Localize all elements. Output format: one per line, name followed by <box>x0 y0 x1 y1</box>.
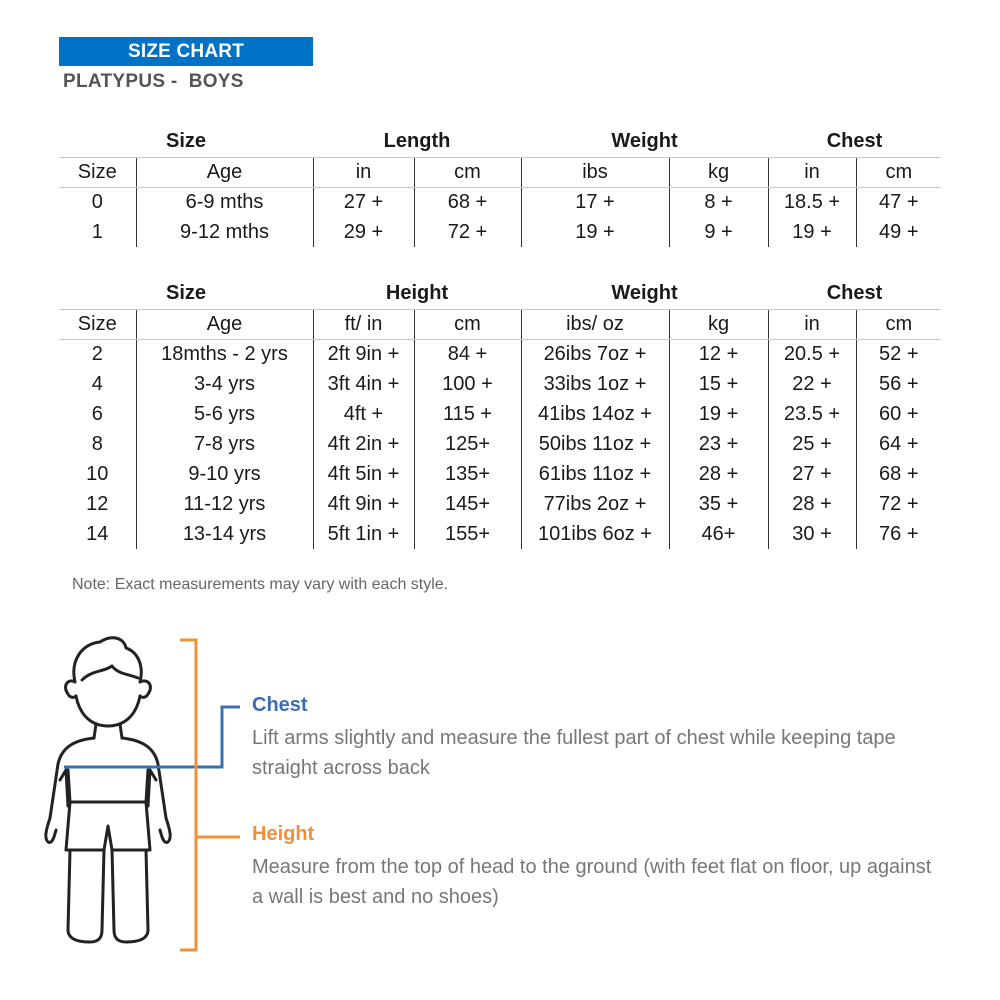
table-cell: 3-4 yrs <box>136 369 313 399</box>
column-header: cm <box>856 309 941 339</box>
table-cell: 6-9 mths <box>136 187 313 217</box>
table-cell: 11-12 yrs <box>136 489 313 519</box>
group-header-chest: Chest <box>826 130 883 153</box>
table-cell: 35 + <box>669 489 768 519</box>
table-cell: 1 <box>91 220 103 243</box>
column-header: Size <box>59 309 136 339</box>
table-cell: 41ibs 14oz + <box>521 399 669 429</box>
table-row <box>59 519 941 549</box>
table-cell: 20.5 + <box>768 339 856 369</box>
column-header: Age <box>136 157 313 187</box>
table-cell: 56 + <box>856 369 941 399</box>
table-cell: 26ibs 7oz + <box>521 339 669 369</box>
column-header: Age <box>136 309 313 339</box>
product-subtitle: PLATYPUS - BOYS <box>63 71 244 92</box>
height-bracket <box>180 640 196 950</box>
table-cell: 23.5 + <box>768 399 856 429</box>
table-row <box>59 429 941 459</box>
height-legend-title: Height <box>252 823 315 845</box>
table-row <box>59 339 941 369</box>
table-cell: 46+ <box>669 519 768 549</box>
table-cell: 49 + <box>856 217 941 247</box>
infant-size-table <box>59 127 941 247</box>
table-cell: 23 + <box>669 429 768 459</box>
table-cell: 2ft 9in + <box>313 339 414 369</box>
table-cell: 33ibs 1oz + <box>521 369 669 399</box>
table-cell: 15 + <box>669 369 768 399</box>
table-cell: 30 + <box>768 519 856 549</box>
table-cell: 17 + <box>521 187 669 217</box>
table-cell: 6 <box>91 402 103 425</box>
group-header-height: Height <box>385 282 449 305</box>
column-header: ibs <box>521 157 669 187</box>
size-chart-title: SIZE CHART <box>59 37 313 66</box>
measurement-note: Note: Exact measurements may vary with each style. <box>72 576 449 593</box>
table-cell: 72 + <box>856 489 941 519</box>
table-cell: 47 + <box>856 187 941 217</box>
table-cell: 100 + <box>414 369 521 399</box>
chest-legend-text: Lift arms slightly and measure the fullest part of chest while keeping tape straight across back <box>252 727 896 779</box>
table-cell: 64 + <box>856 429 941 459</box>
group-header-weight: Weight <box>611 282 678 305</box>
group-header-length: Length <box>383 130 451 153</box>
table-cell: 3ft 4in + <box>313 369 414 399</box>
table-cell: 27 + <box>768 459 856 489</box>
table-cell: 12 <box>86 492 109 515</box>
column-header: Size <box>59 157 136 187</box>
table-cell: 4ft 2in + <box>313 429 414 459</box>
table-cell: 115 + <box>414 399 521 429</box>
table-cell: 4ft 5in + <box>313 459 414 489</box>
column-header: cm <box>856 157 941 187</box>
table-cell: 145+ <box>414 489 521 519</box>
table-cell: 9-10 yrs <box>136 459 313 489</box>
table-cell: 28 + <box>669 459 768 489</box>
group-header-size: Size <box>165 282 207 305</box>
table-cell: 155+ <box>414 519 521 549</box>
table-cell: 9-12 mths <box>136 217 313 247</box>
height-legend-text: Measure from the top of head to the ground (with feet flat on floor, up against a wall is best and no shoes) <box>252 856 932 908</box>
table-cell: 29 + <box>313 217 414 247</box>
table-row <box>59 399 941 429</box>
table-cell: 2 <box>91 342 103 365</box>
table-cell: 4 <box>91 372 103 395</box>
column-header: in <box>768 309 856 339</box>
table-cell: 8 <box>91 432 103 455</box>
column-header-row <box>59 309 941 339</box>
column-header: cm <box>414 309 521 339</box>
child-figure-illustration <box>20 630 220 960</box>
table-cell: 72 + <box>414 217 521 247</box>
table-cell: 27 + <box>313 187 414 217</box>
table-cell: 5-6 yrs <box>136 399 313 429</box>
group-header-row <box>59 127 941 157</box>
table-cell: 52 + <box>856 339 941 369</box>
table-cell: 9 + <box>669 217 768 247</box>
table-row <box>59 489 941 519</box>
kids-size-table <box>59 279 941 549</box>
table-cell: 25 + <box>768 429 856 459</box>
table-cell: 84 + <box>414 339 521 369</box>
group-header-chest: Chest <box>826 282 883 305</box>
column-header-row <box>59 157 941 187</box>
table-cell: 18.5 + <box>768 187 856 217</box>
table-row <box>59 217 941 247</box>
child-outline-icon <box>46 638 170 942</box>
table-cell: 18mths - 2 yrs <box>136 339 313 369</box>
group-header-weight: Weight <box>611 130 678 153</box>
table-cell: 135+ <box>414 459 521 489</box>
table-cell: 0 <box>91 190 103 213</box>
table-row <box>59 369 941 399</box>
table-cell: 4ft 9in + <box>313 489 414 519</box>
table-cell: 60 + <box>856 399 941 429</box>
group-header-row <box>59 279 941 309</box>
table-cell: 68 + <box>414 187 521 217</box>
column-header: in <box>768 157 856 187</box>
chest-legend-title: Chest <box>252 694 308 716</box>
table-cell: 76 + <box>856 519 941 549</box>
column-header: cm <box>414 157 521 187</box>
table-cell: 101ibs 6oz + <box>521 519 669 549</box>
table-cell: 22 + <box>768 369 856 399</box>
table-cell: 19 + <box>521 217 669 247</box>
table-row <box>59 187 941 217</box>
column-header: ibs/ oz <box>521 309 669 339</box>
table-cell: 19 + <box>768 217 856 247</box>
table-cell: 13-14 yrs <box>136 519 313 549</box>
table-cell: 61ibs 11oz + <box>521 459 669 489</box>
table-cell: 125+ <box>414 429 521 459</box>
table-cell: 77ibs 2oz + <box>521 489 669 519</box>
column-header: in <box>313 157 414 187</box>
table-cell: 28 + <box>768 489 856 519</box>
table-row <box>59 459 941 489</box>
table-cell: 50ibs 11oz + <box>521 429 669 459</box>
table-cell: 12 + <box>669 339 768 369</box>
table-cell: 8 + <box>669 187 768 217</box>
table-cell: 10 <box>86 462 109 485</box>
table-cell: 7-8 yrs <box>136 429 313 459</box>
group-header-size: Size <box>165 130 207 153</box>
table-cell: 19 + <box>669 399 768 429</box>
table-cell: 4ft + <box>313 399 414 429</box>
column-header: kg <box>669 309 768 339</box>
column-header: kg <box>669 157 768 187</box>
table-cell: 68 + <box>856 459 941 489</box>
column-header: ft/ in <box>313 309 414 339</box>
table-cell: 5ft 1in + <box>313 519 414 549</box>
table-cell: 14 <box>86 522 109 545</box>
